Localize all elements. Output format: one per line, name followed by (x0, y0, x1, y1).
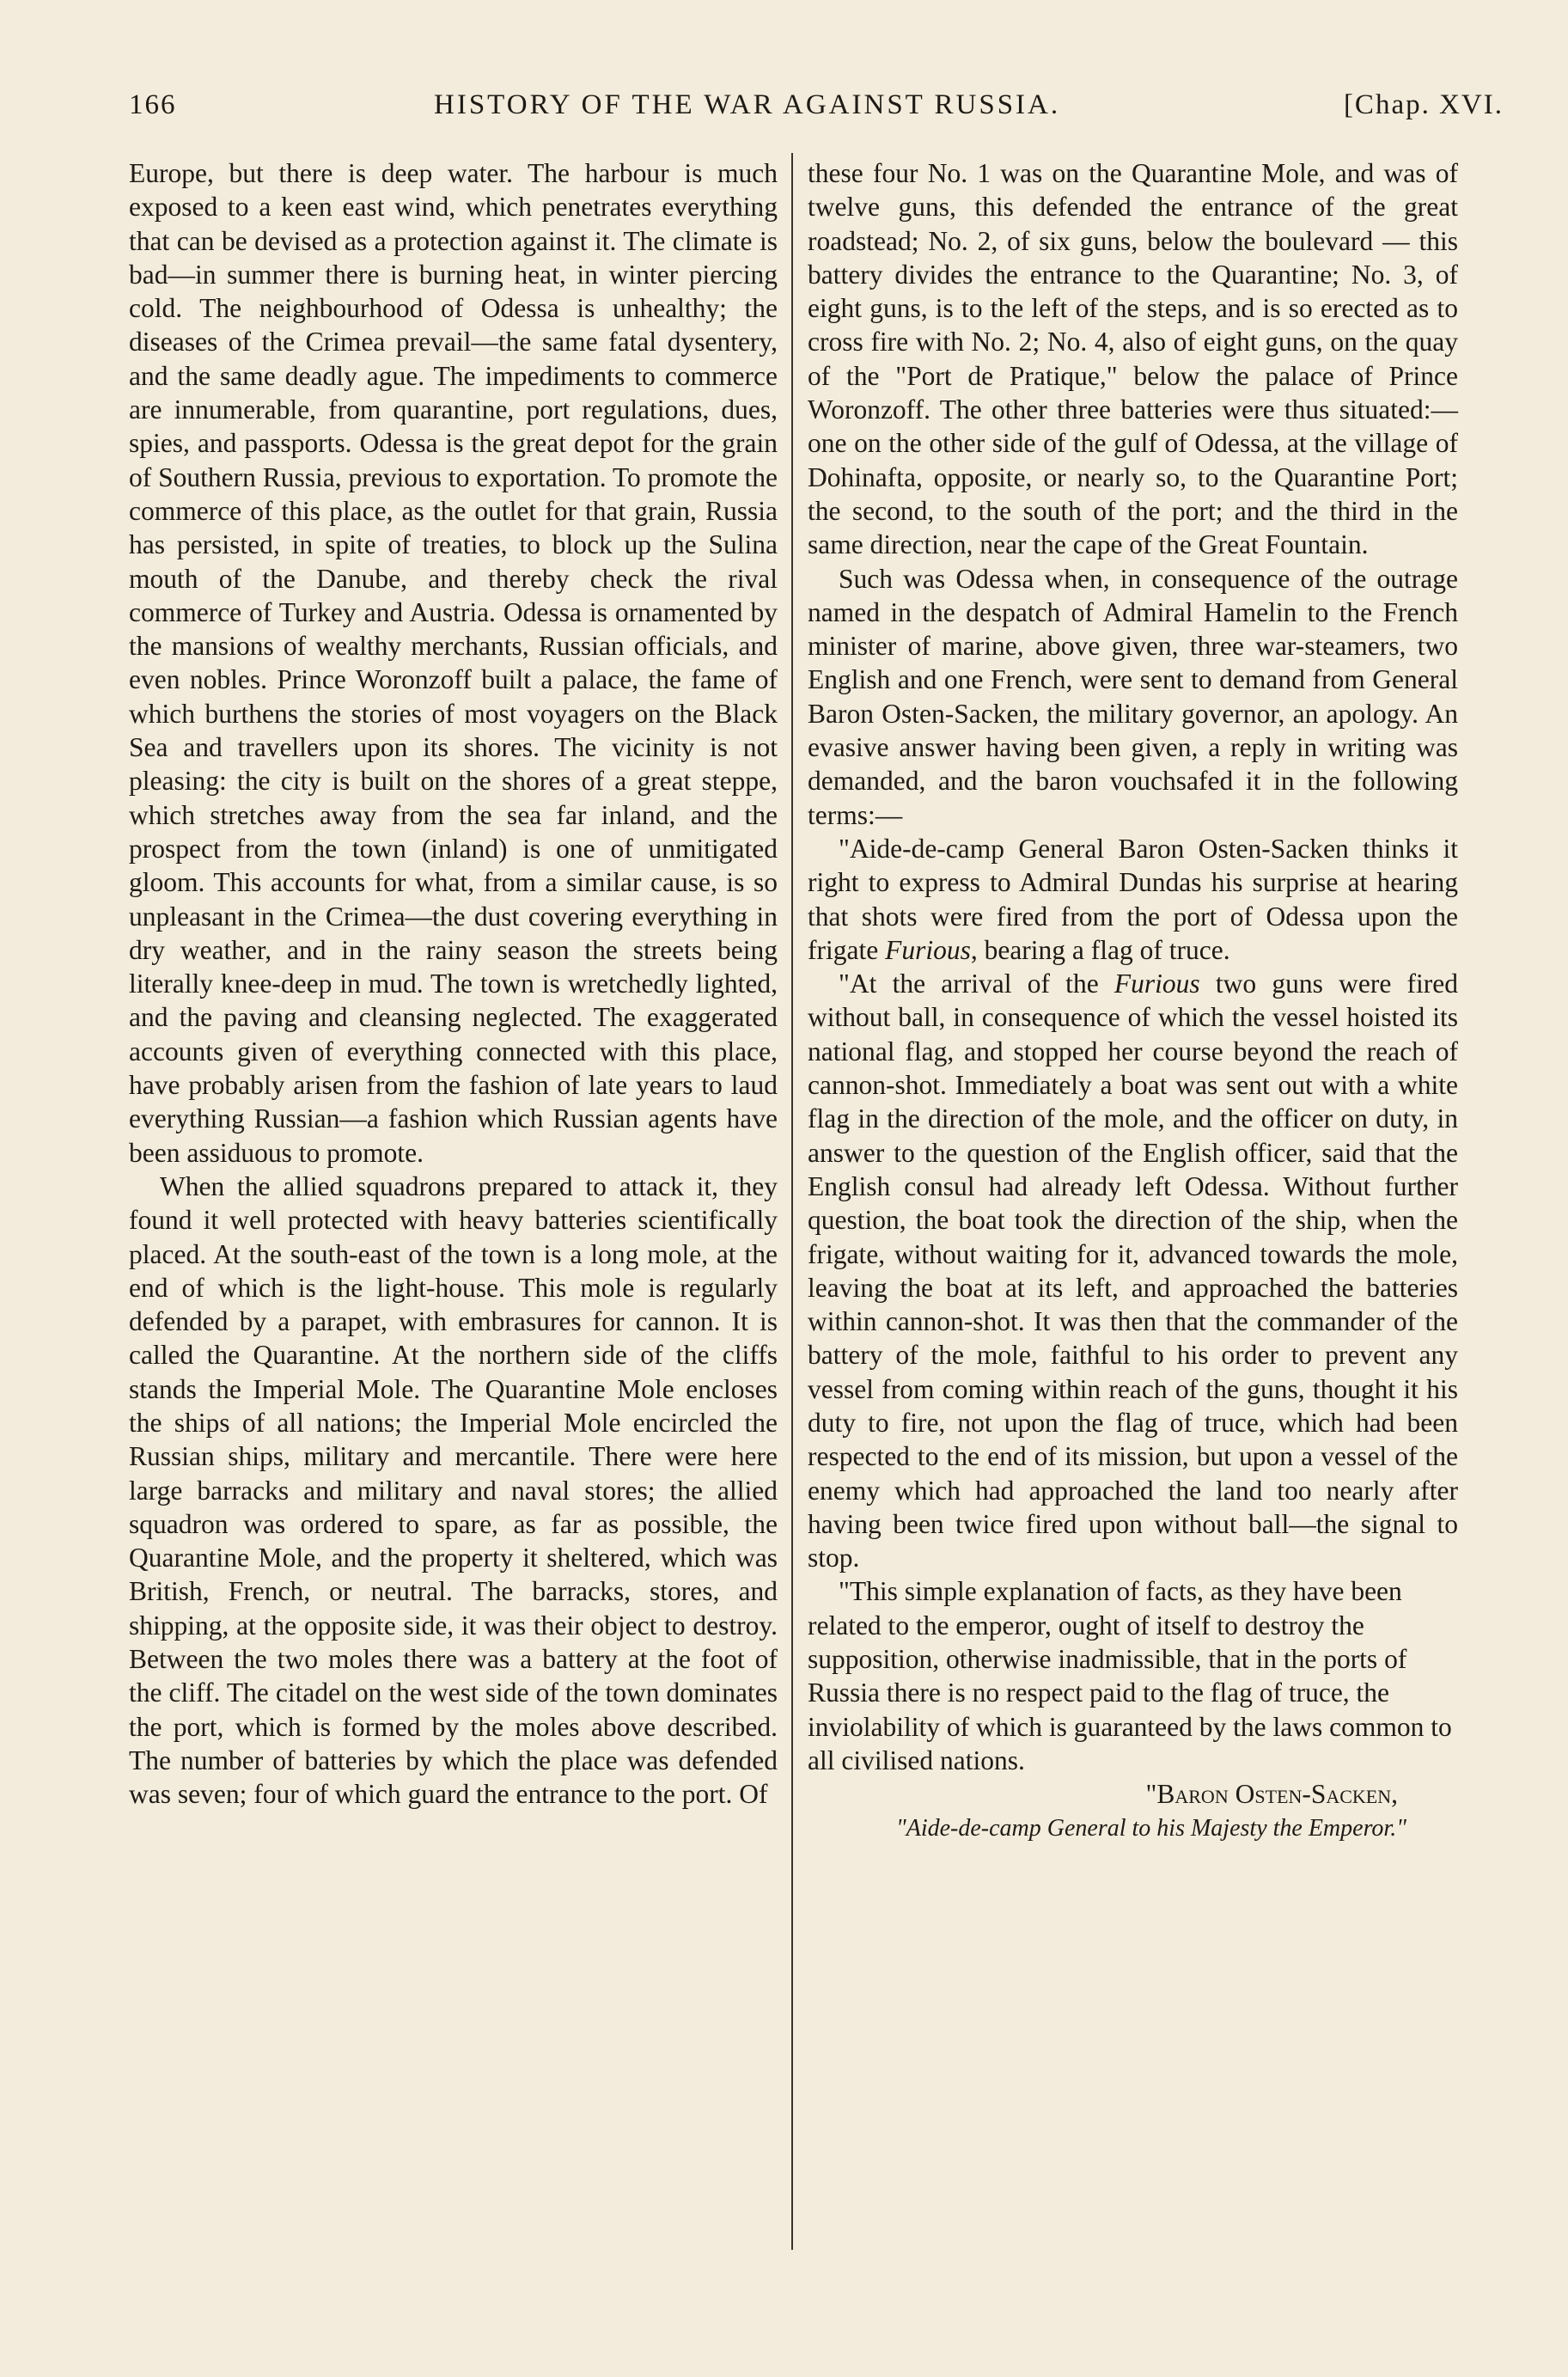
left-column (129, 156, 778, 1812)
running-title: HISTORY OF THE WAR AGAINST RUSSIA. (434, 89, 1061, 120)
quote-text: "Aide-de-camp General Baron Osten-Sacken thinks it right to express to Admiral Dundas his surprise at hearing that shots were fired from the port of Odessa upon the frigate (808, 833, 1458, 965)
quote-text: , bearing a flag of truce. (970, 934, 1230, 965)
page-number: 166 (129, 89, 177, 120)
paragraph: Such was Odessa when, in consequence of the outrage named in the despatch of Admiral Hamelin to the French minister of marine, above given, three war-steamers, two English and one French, were sent to demand from General Baron Osten-Sacken, the military governor, an apology. An evasive answer having been given, a reply in writing was demanded, and the baron vouchsafed it in the following terms:— (808, 563, 1458, 830)
quoted-paragraph (808, 967, 1458, 1574)
quote-text: "At the arrival of the (839, 969, 1099, 999)
paragraph: When the allied squadrons prepared to attack it, they found it well protected with heavy batteries scientifically placed. At the south-east of the town is a long mole, at the end of which is the light-house. This mole is regularly defended by a parapet, with embrasures for cannon. It is called the Quarantine. At the northern side of the cliffs stands the Imperial Mole. The Quarantine Mole encloses the ships of all nations; the Imperial Mole encircled the Russian ships, military and mercantile. There were here large barracks and military and naval stores; the allied squadron was ordered to spare, as far as possible, the Quarantine Mole, and the property it sheltered, which was British, French, or neutral. The barracks, stores, and shipping, at the opposite side, it was their object to destroy. Between the two moles there was a battery at the foot of the cliff. The citadel on the west side of the town dominates the port, which is formed by the moles above described. The number of batteries by which the place was defended was seven; four of which guard the entrance to the port. Of (129, 1170, 778, 1810)
ship-name: Furious (885, 934, 971, 965)
paragraph: these four No. 1 was on the Quarantine Mole, and was of twelve guns, this defended the entrance of the great roadstead; No. 2, of six guns, below the boulevard — this battery divides the entrance to the Quarantine; No. 3, of eight guns, is to the left of the steps, and is so erected as to cross fire with No. 2; No. 4, also of eight guns, on the quay of the "Port de Pratique," below the palace of Prince Woronzoff. The other three batteries were thus situated:—one on the other side of the gulf of Odessa, at the village of Dohinafta, opposite, or nearly so, to the Quarantine Port; the second, to the south of the port; and the third in the same direction, near the cape of the Great Fountain. (808, 158, 1458, 560)
running-header (129, 89, 1504, 132)
signature-title: "Aide-de-camp General to his Majesty the Emperor." (895, 1814, 1406, 1842)
right-column (808, 156, 1458, 1845)
ship-name: Furious (1113, 969, 1200, 999)
quoted-paragraph: "This simple explanation of facts, as they have been related to the emperor, ought of itself to destroy the supposition, otherwise inadmissible, that in the ports of Russia there is no respect paid to the flag of truce, the inviolability of which is guaranteed by the laws common to all civilised nations. (808, 1576, 1452, 1775)
column-divider (791, 153, 793, 2250)
signature: "Baron Osten-Sacken, (1145, 1779, 1398, 1810)
quote-text: two guns were fired without ball, in consequence of which the vessel hoisted its national flag, and stopped her course beyond the reach of cannon-shot. Immediately a boat was sent out with a white flag in the direction of the mole, and the officer on duty, in answer to the question of the English officer, said that the English consul had already left Odessa. Without further question, the boat took the direction of the ship, when the frigate, without waiting for it, advanced towards the mole, leaving the boat at its left, and approached the batteries within cannon-shot. It was then that the commander of the battery of the mole, faithful to his order to prevent any vessel from coming within reach of the guns, thought it his duty to fire, not upon the flag of truce, which had been respected to the end of its mission, but upon a vessel of the enemy which had approached the land too nearly after having been twice fired upon without ball—the signal to stop. (808, 969, 1459, 1573)
chapter-label: [Chap. XVI. (1343, 89, 1504, 120)
quoted-paragraph (808, 832, 1458, 967)
paragraph: Europe, but there is deep water. The harbour is much exposed to a keen east wind, which penetrates everything that can be devised as a protection against it. The climate is bad—in summer there is burning heat, in winter piercing cold. The neighbourhood of Odessa is unhealthy; the diseases of the Crimea prevail—the same fatal dysentery, and the same deadly ague. The impediments to commerce are innumerable, from quarantine, port regulations, dues, spies, and passports. Odessa is the great depot for the grain of Southern Russia, previous to exportation. To promote the commerce of this place, as the outlet for that grain, Russia has persisted, in spite of treaties, to block up the Sulina mouth of the Danube, and thereby check the rival commerce of Turkey and Austria. Odessa is ornamented by the mansions of wealthy merchants, Russian officials, and even nobles. Prince Woronzoff built a palace, the fame of which burthens the stories of most voyagers on the Black Sea and travellers upon its shores. The vicinity is not pleasing: the city is built on the shores of a great steppe, which stretches away from the sea far inland, and the prospect from the town (inland) is one of unmitigated gloom. This accounts for what, from a similar cause, is so unpleasant in the Crimea—the dust covering everything in dry weather, and in the rainy season the streets being literally knee-deep in mud. The town is wretchedly lighted, and the paving and cleansing neglected. The exaggerated accounts given of everything connected with this place, have probably arisen from the fashion of late years to laud everything Russian—a fashion which Russian agents have been assiduous to promote. (129, 158, 778, 1168)
